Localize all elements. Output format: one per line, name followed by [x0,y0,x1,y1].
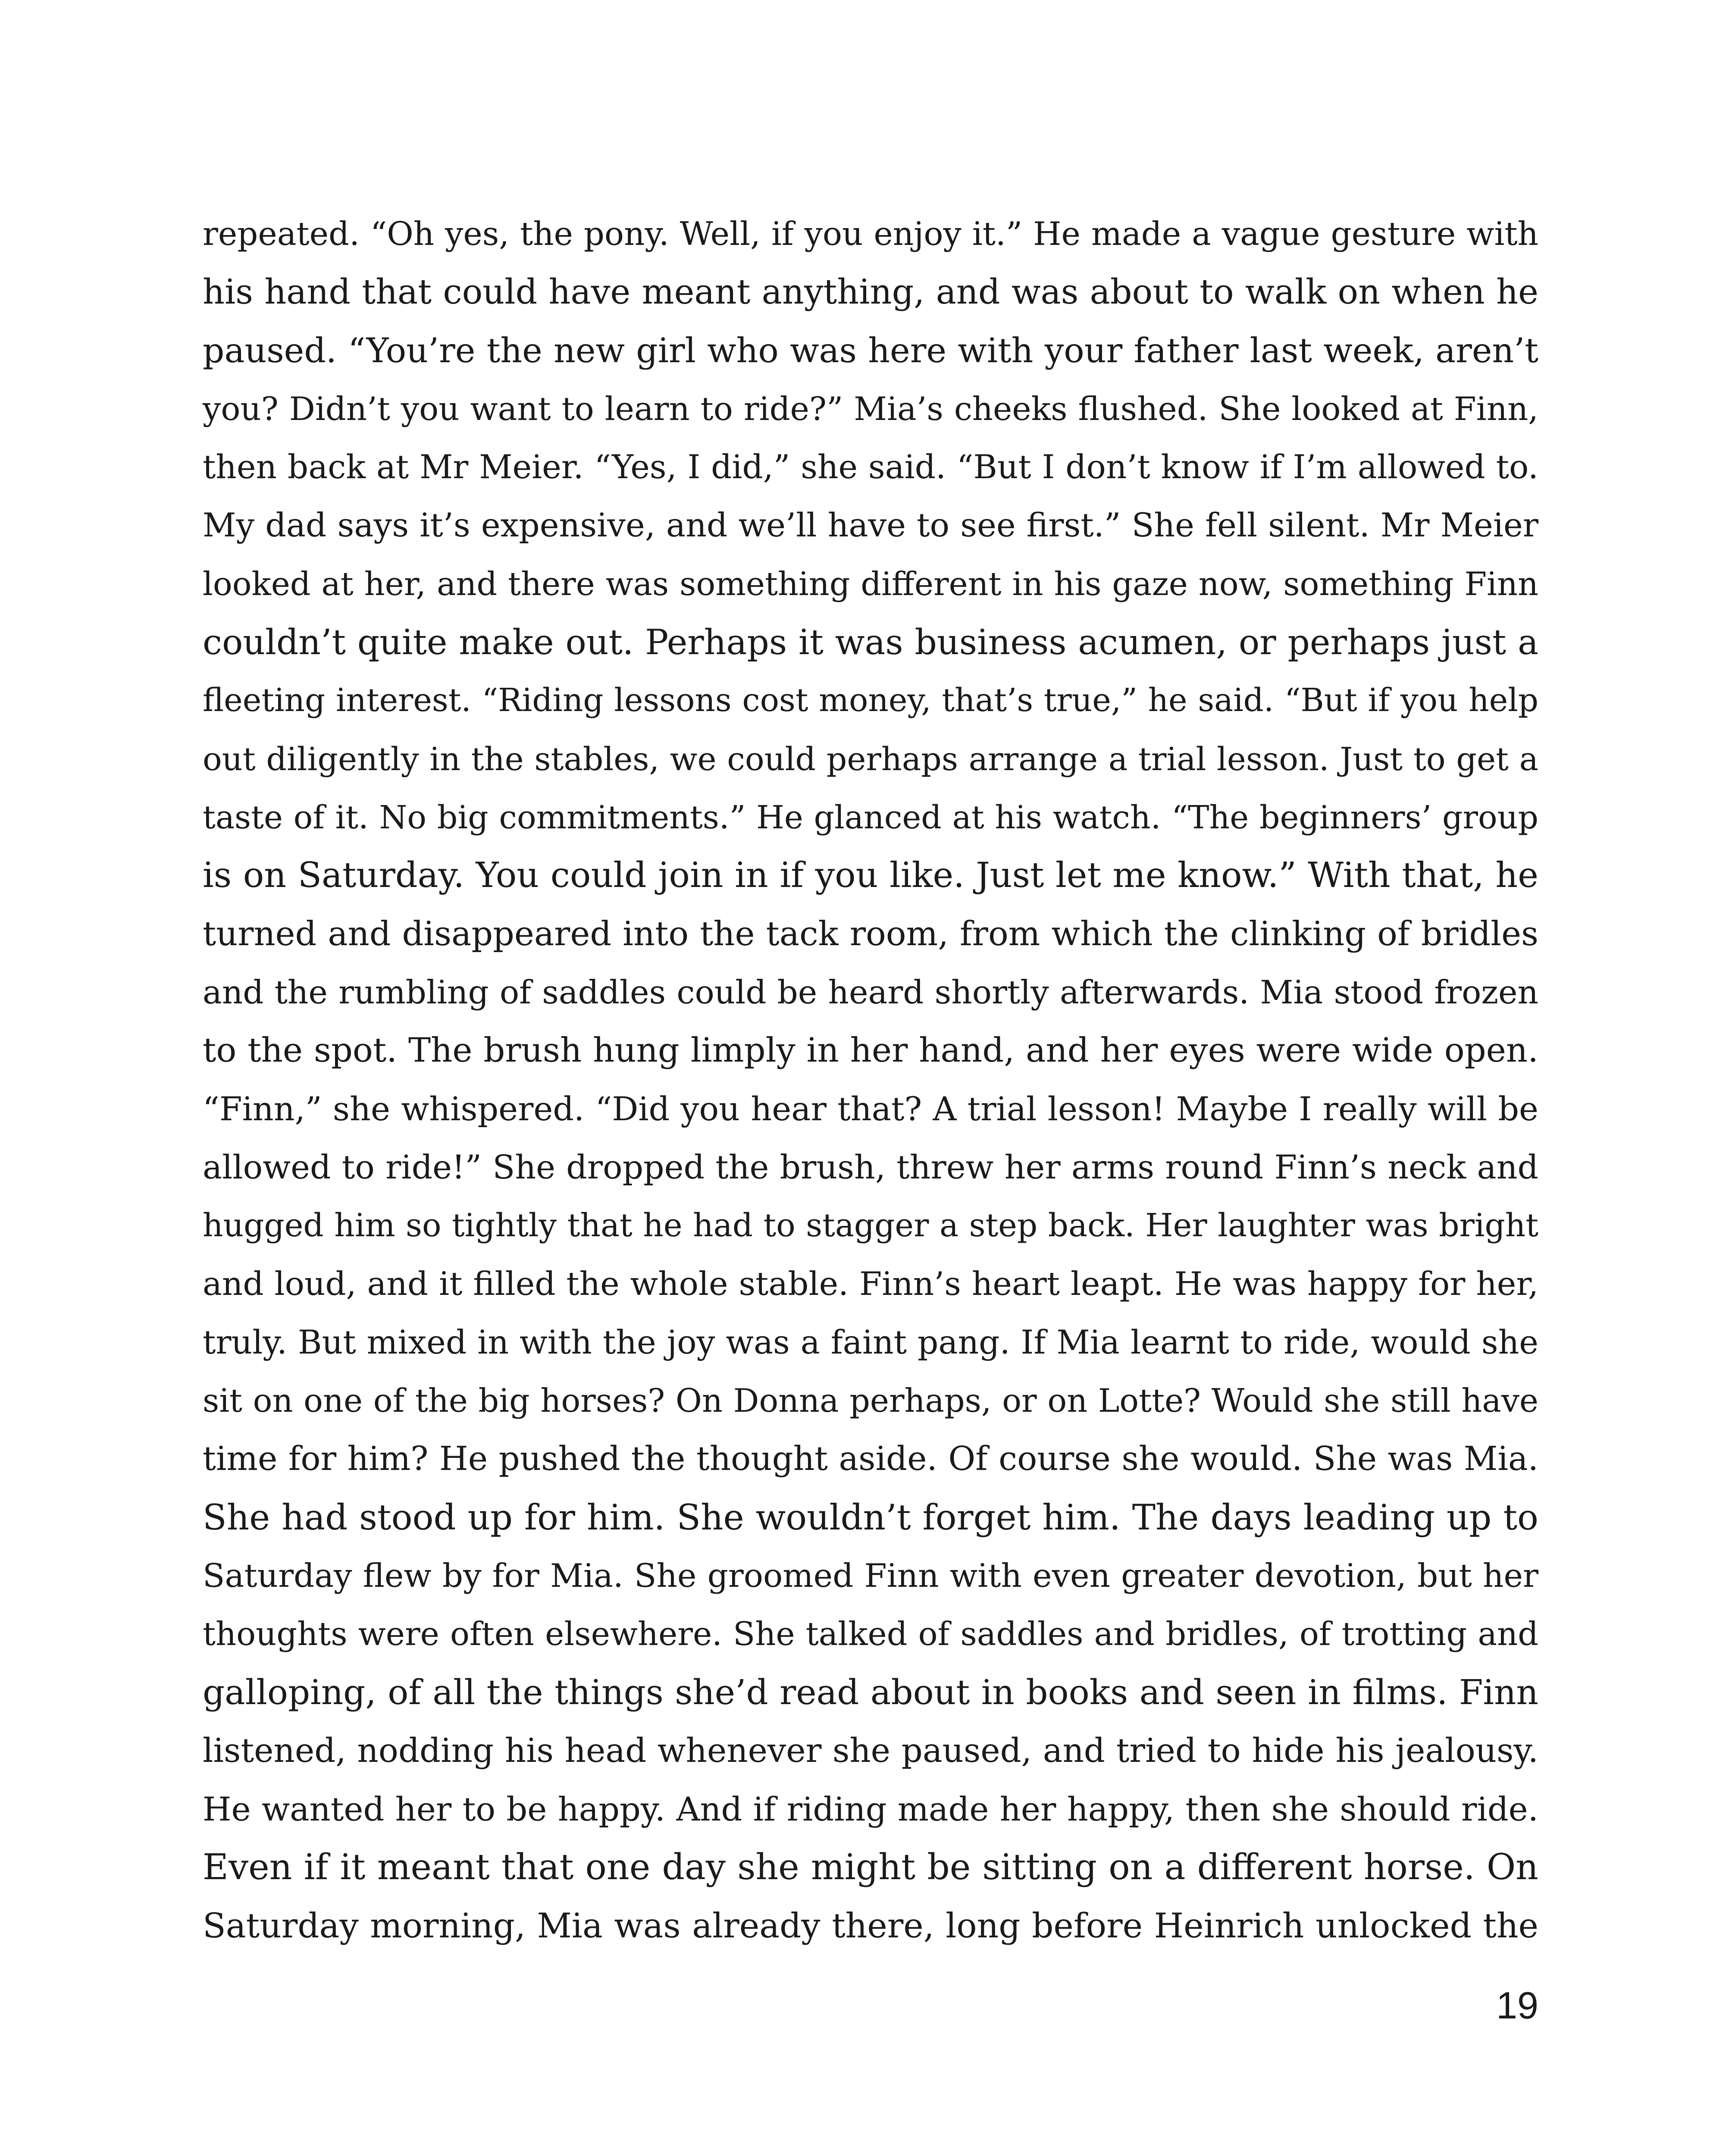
text-line: My dad says it’s expensive, and we’ll have to see first.” She fell silent. Mr Meier [203,506,1538,545]
text-line: couldn’t quite make out. Perhaps it was business acumen, or perhaps just a [203,622,1538,663]
text-line: repeated. “Oh yes, the pony. Well, if you enjoy it.” He made a vague gesture with [203,215,1538,253]
text-line: and the rumbling of saddles could be heard shortly afterwards. Mia stood frozen [203,973,1538,1011]
text-line: Saturday morning, Mia was already there, long before Heinrich unlocked the [203,1905,1538,1946]
text-line: out diligently in the stables, we could perhaps arrange a trial lesson. Just to get a [203,740,1538,778]
page-number: 19 [1496,1984,1538,2027]
text-line: “Finn,” she whispered. “Did you hear that? A trial lesson! Maybe I really will be [203,1090,1538,1128]
text-line: then back at Mr Meier. “Yes, I did,” she said. “But I don’t know if I’m allowed to. [203,448,1538,486]
text-line: to the spot. The brush hung limply in her hand, and her eyes were wide open. [203,1031,1538,1070]
text-line: She had stood up for him. She wouldn’t forget him. The days leading up to [203,1497,1538,1538]
text-line: Even if it meant that one day she might be sitting on a different horse. On [203,1847,1538,1888]
text-line: thoughts were often elsewhere. She talked of saddles and bridles, of trotting and [203,1615,1538,1653]
text-line: Saturday flew by for Mia. She groomed Finn with even greater devotion, but her [203,1556,1538,1595]
text-line: his hand that could have meant anything, and was about to walk on when he [203,272,1538,312]
text-line: allowed to ride!” She dropped the brush, threw her arms round Finn’s neck and [203,1148,1538,1186]
text-line: sit on one of the big horses? On Donna perhaps, or on Lotte? Would she still have [203,1382,1538,1420]
body-text [203,205,1538,1955]
text-line: hugged him so tightly that he had to stagger a step back. Her laughter was bright [203,1207,1538,1244]
text-line: turned and disappeared into the tack room, from which the clinking of bridles [203,914,1538,953]
text-line: fleeting interest. “Riding lessons cost money, that’s true,” he said. “But if you help [203,682,1538,719]
text-line: is on Saturday. You could join in if you like. Just let me know.” With that, he [203,855,1538,896]
text-line: listened, nodding his head whenever she paused, and tried to hide his jealousy. [203,1731,1538,1770]
text-line: time for him? He pushed the thought aside. Of course she would. She was Mia. [203,1440,1538,1479]
text-line: you? Didn’t you want to learn to ride?” Mia’s cheeks flushed. She looked at Finn, [203,389,1538,428]
text-line: paused. “You’re the new girl who was here with your father last week, aren’t [203,330,1538,370]
text-line: and loud, and it filled the whole stable. Finn’s heart leapt. He was happy for her, [203,1265,1538,1303]
text-line: taste of it. No big commitments.” He glanced at his watch. “The beginners’ group [203,798,1538,836]
text-line: He wanted her to be happy. And if riding made her happy, then she should ride. [203,1790,1538,1829]
text-line: looked at her, and there was something different in his gaze now, something Finn [203,565,1538,603]
text-line: truly. But mixed in with the joy was a faint pang. If Mia learnt to ride, would she [203,1323,1538,1361]
text-line: galloping, of all the things she’d read about in books and seen in films. Finn [203,1672,1538,1713]
